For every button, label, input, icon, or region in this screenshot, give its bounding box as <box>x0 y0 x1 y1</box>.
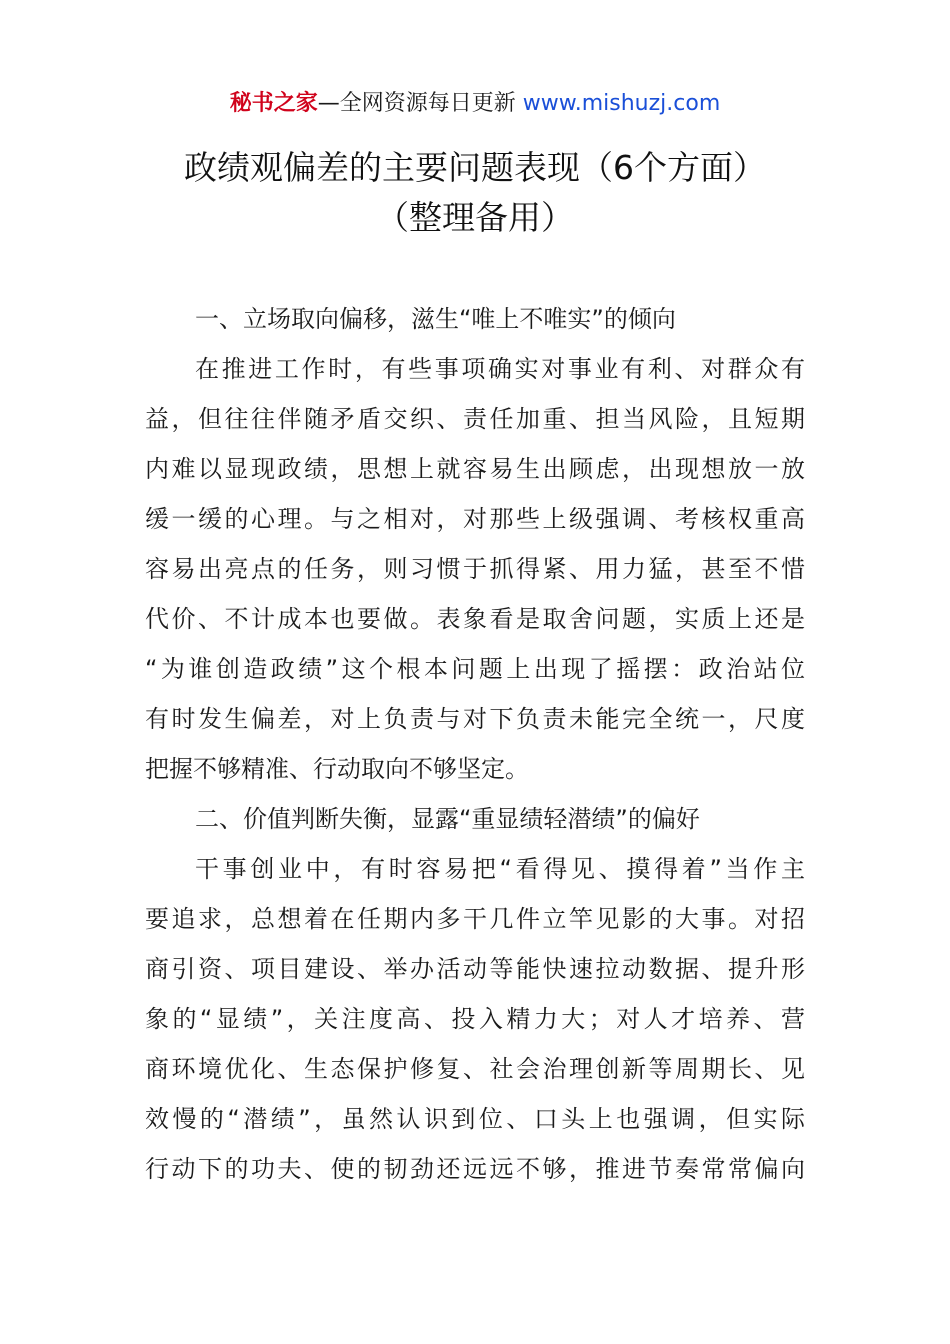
paragraph-line: 行动下的功夫、使的韧劲还远远不够，推进节奏常常偏向 <box>145 1155 805 1183</box>
paragraph-line: 商环境优化、生态保护修复、社会治理创新等周期长、见 <box>145 1055 805 1083</box>
paragraph-line: 商引资、项目建设、举办活动等能快速拉动数据、提升形 <box>145 955 805 983</box>
paragraph-line: 把握不够精准、行动取向不够坚定。 <box>145 755 529 783</box>
paragraph-line: 益，但往往伴随矛盾交织、责任加重、担当风险，且短期 <box>145 405 805 433</box>
paragraph-line: 代价、不计成本也要做。表象看是取舍问题，实质上还是 <box>145 605 805 633</box>
paragraph-line: 缓一缓的心理。与之相对，对那些上级强调、考核权重高 <box>145 505 805 533</box>
paragraph-line: 要追求，总想着在任期内多干几件立竿见影的大事。对招 <box>145 905 805 933</box>
paragraph-line: 干事创业中，有时容易把“看得见、摸得着”当作主 <box>195 855 805 883</box>
paragraph-line: 象的“显绩”，关注度高、投入精力大；对人才培养、营 <box>145 1005 805 1033</box>
site-header <box>0 88 950 120</box>
site-url-link[interactable]: www.mishuzj.com <box>522 91 721 116</box>
section-heading-1: 一、立场取向偏移，滋生“唯上不唯实”的倾向 <box>195 305 676 333</box>
paragraph-line: 内难以显现政绩，思想上就容易生出顾虑，出现想放一放 <box>145 455 805 483</box>
paragraph-line: 容易出亮点的任务，则习惯于抓得紧、用力猛，甚至不惜 <box>145 555 805 583</box>
paragraph-line: 效慢的“潜绩”，虽然认识到位、口头上也强调，但实际 <box>145 1105 805 1133</box>
header-tagline: —全网资源每日更新 <box>317 91 523 116</box>
document-title: 政绩观偏差的主要问题表现（6个方面） <box>184 148 766 187</box>
paragraph-line: 在推进工作时，有些事项确实对事业有利、对群众有 <box>195 355 805 383</box>
paragraph-line: 有时发生偏差，对上负责与对下负责未能完全统一，尺度 <box>145 705 805 733</box>
document-body <box>145 294 805 1194</box>
brand-name: 秘书之家 <box>229 91 318 116</box>
document-subtitle: （整理备用） <box>376 198 574 237</box>
paragraph-line: “为谁创造政绩”这个根本问题上出现了摇摆：政治站位 <box>145 655 805 683</box>
section-heading-2: 二、价值判断失衡，显露“重显绩轻潜绩”的偏好 <box>195 805 700 833</box>
